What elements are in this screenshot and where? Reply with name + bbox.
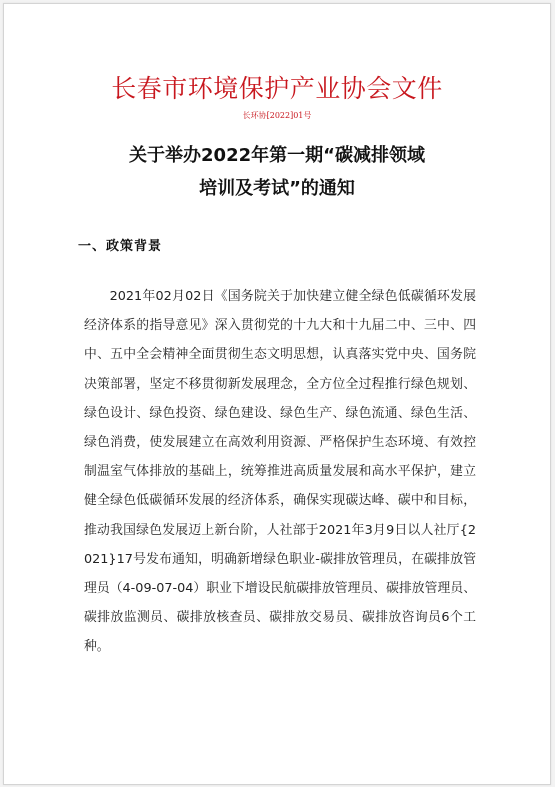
org-document-title: 长春市环境保护产业协会文件 [111,74,443,103]
notice-title-line-1: 关于举办2022年第一期“碳减排领域 [129,145,425,166]
document-number: 长环协[2022]01号 [242,111,312,120]
section-heading-policy-background: 一、政策背景 [78,239,163,254]
notice-title-line-2: 培训及考试”的通知 [199,178,355,199]
section-body-paragraph: 2021年02月02日《国务院关于加快建立健全绿色低碳循环发展经济体系的指导意见》深入贯彻党的十九大和十九届二中、三中、四中、五中全会精神全面贯彻生态文明思想，认真落实党中央、国务院决策部署，坚定不移贯彻新发展理念，全方位全过程推行绿色规划、绿色设计、绿色投资、绿色建设、绿色生产、绿色流通、绿色生活、绿色消费，使发展建立在高效利用资源、严格保护生态环境、有效控制温室气体排放的基础上，统筹推进高质量发展和高水平保护，建立健全绿色低碳循环发展的经济体系，确保实现碳达峰、碳中和目标，推动我国绿色发展迈上新台阶，人社部于2021年3月9日以人社厅{2021}17号发布通知，明确新增绿色职业-碳排放管理员，在碳排放管理员（4-09-07-04）职业下增设民航碳排放管理员、碳排放管理员、碳排放监测员、碳排放核查员、碳排放交易员、碳排放咨询员6个工种。 [84,289,476,655]
document-page [3,3,551,785]
